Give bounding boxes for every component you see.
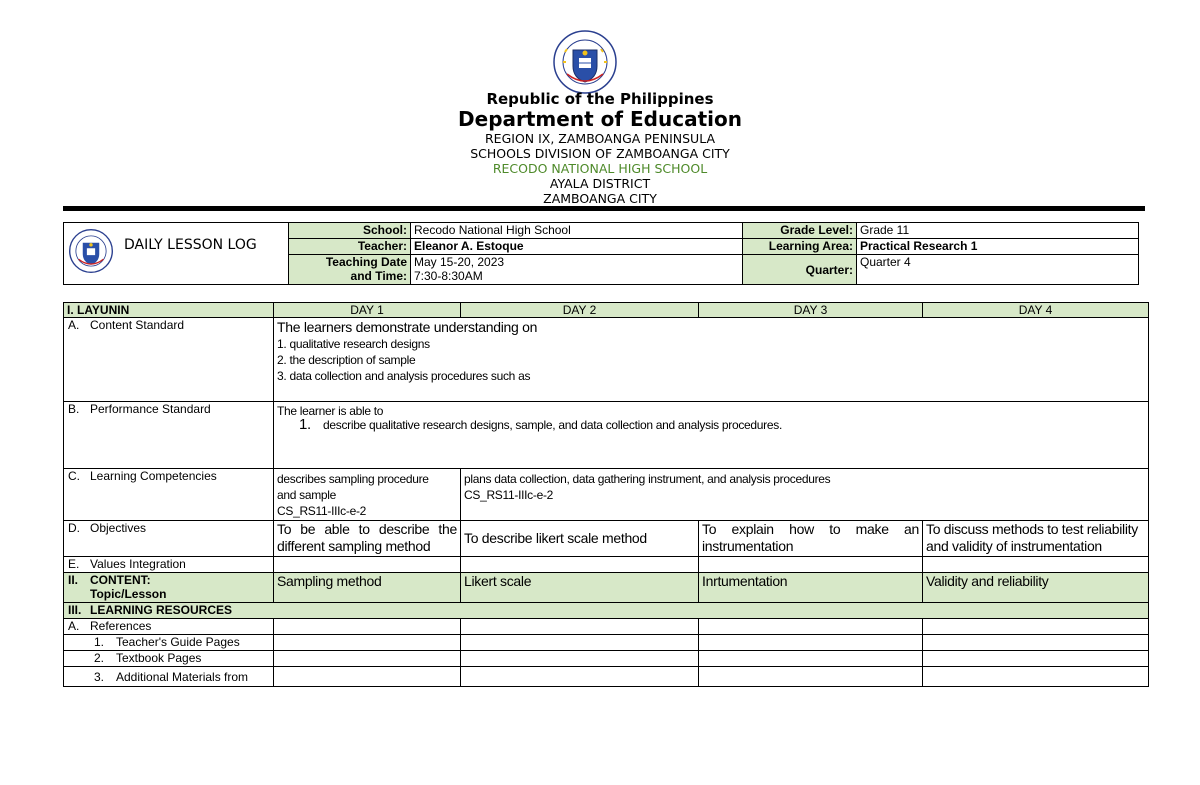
table-row <box>64 573 1149 603</box>
content-day1: Sampling method <box>274 573 461 603</box>
content-standard-cell <box>274 318 1149 402</box>
grade-value: Grade 11 <box>857 223 1139 239</box>
lesson-log-table <box>63 302 1149 687</box>
col-header-day1: DAY 1 <box>274 303 461 318</box>
content-label: II. CONTENT: Topic/Lesson <box>64 573 274 603</box>
competencies-label: C. Learning Competencies <box>64 469 274 521</box>
table-row <box>64 469 1149 521</box>
performance-standard-intro: The learner is able to <box>277 404 384 418</box>
quarter-value: Quarter 4 <box>857 255 1139 285</box>
col-header-day3: DAY 3 <box>699 303 923 318</box>
col-header-day2: DAY 2 <box>461 303 699 318</box>
date-value-line: May 15-20, 2023 <box>414 255 505 269</box>
competencies-day1: describes sampling procedure and sample CS_RS11-IIIc-e-2 <box>274 469 461 521</box>
table-row <box>64 521 1149 557</box>
content-day4: Validity and reliability <box>923 573 1149 603</box>
table-row <box>64 402 1149 469</box>
table-row <box>64 635 1149 651</box>
content-standard-item-3: 3. data collection and analysis procedures such as <box>277 369 531 383</box>
table-row <box>64 557 1149 573</box>
ref-item-teachers-guide: 1. Teacher's Guide Pages <box>64 635 274 651</box>
col-header-layunin: I. LAYUNIN <box>64 303 274 318</box>
school-value: Recodo National High School <box>411 223 743 239</box>
performance-standard-item: 1. describe qualitative research designs, sample, and data collection and analysis procedures. <box>299 416 782 433</box>
date-value <box>411 255 743 285</box>
values-day4 <box>923 557 1149 573</box>
quarter-label: Quarter: <box>743 255 857 285</box>
city-line: ZAMBOANGA CITY <box>543 191 657 206</box>
content-standard-item-2: 2. the description of sample <box>277 353 416 367</box>
content-standard-item-1: 1. qualitative research designs <box>277 337 430 351</box>
area-label: Learning Area: <box>743 239 857 255</box>
dll-title: DAILY LESSON LOG <box>124 237 257 253</box>
objectives-day3: To explain how to make an instrumentation <box>699 521 923 557</box>
values-label: E. Values Integration <box>64 557 274 573</box>
table-row <box>64 603 1149 619</box>
performance-standard-cell <box>274 402 1149 469</box>
objectives-day2: To describe likert scale method <box>461 521 699 557</box>
lesson-info-table <box>63 222 1139 285</box>
values-day2 <box>461 557 699 573</box>
competencies-rest: plans data collection, data gathering instrument, and analysis procedures CS_RS11-IIIc-e-2 <box>461 469 1149 521</box>
content-standard-intro: The learners demonstrate understanding on <box>277 319 538 335</box>
deped-seal-small-icon <box>69 229 113 273</box>
table-row <box>64 651 1149 667</box>
performance-standard-label: B. Performance Standard <box>64 402 274 469</box>
school-line: RECODO NATIONAL HIGH SCHOOL <box>492 161 708 176</box>
table-row <box>64 619 1149 635</box>
date-label-line1: Teaching Date <box>325 255 407 269</box>
time-value-line: 7:30-8:30AM <box>414 269 483 283</box>
teacher-label: Teacher: <box>289 239 411 255</box>
area-value: Practical Research 1 <box>857 239 1139 255</box>
content-day2: Likert scale <box>461 573 699 603</box>
ref-item-textbook: 2. Textbook Pages <box>64 651 274 667</box>
deped-seal-icon <box>553 30 617 94</box>
table-row <box>64 318 1149 402</box>
republic-heading: Republic of the Philippines <box>486 90 714 108</box>
values-day1 <box>274 557 461 573</box>
objectives-day4: To discuss methods to test reliability and validity of instrumentation <box>923 521 1149 557</box>
objectives-label: D. Objectives <box>64 521 274 557</box>
division-line: SCHOOLS DIVISION OF ZAMBOANGA CITY <box>470 146 730 161</box>
col-header-day4: DAY 4 <box>923 303 1149 318</box>
teacher-value: Eleanor A. Estoque <box>411 239 743 255</box>
region-line: REGION IX, ZAMBOANGA PENINSULA <box>484 131 715 146</box>
school-label: School: <box>289 223 411 239</box>
content-standard-label: A. Content Standard <box>64 318 274 402</box>
district-line: AYALA DISTRICT <box>549 176 651 191</box>
ref-item-additional: 3. Additional Materials from <box>64 667 274 687</box>
resources-label: III. LEARNING RESOURCES <box>64 603 1149 619</box>
header-divider <box>63 206 1145 211</box>
department-heading: Department of Education <box>458 107 742 131</box>
table-row <box>64 667 1149 687</box>
objectives-day1: To be able to describe the different sampling method <box>274 521 461 557</box>
date-label <box>289 255 411 285</box>
references-label: A. References <box>64 619 274 635</box>
values-day3 <box>699 557 923 573</box>
grade-label: Grade Level: <box>743 223 857 239</box>
content-day3: Inrtumentation <box>699 573 923 603</box>
dll-title-cell <box>64 223 289 285</box>
date-label-line2: and Time: <box>350 269 407 283</box>
